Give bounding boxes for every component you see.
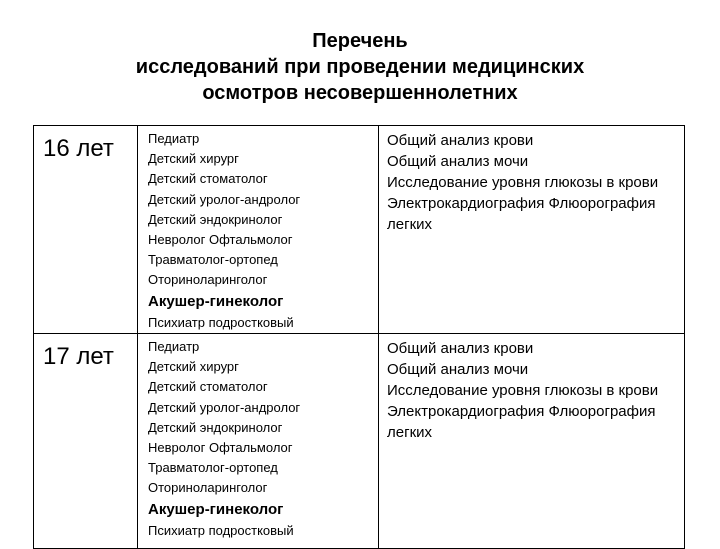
doctor-item: Оториноларинголог [148,272,268,288]
test-item: Исследование уровня глюкозы в крови [387,174,659,191]
test-item: Общий анализ мочи [387,361,529,378]
table-row [34,126,685,334]
doctor-item-highlighted: Акушер-гинеколог [148,292,284,310]
doctors-cell [138,334,379,549]
doctor-item: Детский стоматолог [148,171,268,187]
doctor-item: Детский уролог-андролог [148,191,301,207]
test-item: Общий анализ крови [387,340,534,357]
doctor-item: Травматолог-ортопед [148,252,278,268]
title-line-3: осмотров несовершеннолетних [202,82,518,104]
doctor-item: Психиатр подростковый [148,314,294,330]
doctor-item: Невролог Офтальмолог [148,440,293,456]
tests-cell [379,126,685,334]
tests-cell [379,334,685,549]
title-line-2: исследований при проведении медицинских [135,56,585,78]
test-item: Электрокардиография Флюорография легких [387,403,656,441]
doctor-item-highlighted: Акушер-гинеколог [148,500,284,518]
age-label: 16 лет [43,135,114,162]
test-item: Электрокардиография Флюорография легких [387,195,656,233]
doctor-item: Невролог Офтальмолог [148,232,293,248]
doctor-item: Травматолог-ортопед [148,460,278,476]
doctor-item: Педиатр [148,131,200,146]
title-line-1: Перечень [312,30,408,52]
age-label: 17 лет [43,343,114,370]
doctor-item: Детский стоматолог [148,379,268,395]
doctor-item: Психиатр подростковый [148,522,294,538]
test-item: Общий анализ мочи [387,153,529,170]
doctor-item: Детский хирург [148,151,239,167]
doctor-item: Педиатр [148,339,200,354]
test-item: Общий анализ крови [387,132,534,149]
age-cell [34,334,138,549]
doctors-cell [138,126,379,334]
test-item: Исследование уровня глюкозы в крови [387,382,659,399]
table-row [34,334,685,549]
age-cell [34,126,138,334]
exam-table [33,125,685,549]
doctor-item: Оториноларинголог [148,480,268,496]
doctor-item: Детский эндокринолог [148,211,283,227]
doctor-item: Детский уролог-андролог [148,399,301,415]
doctor-item: Детский хирург [148,359,239,375]
page-title [0,28,720,106]
doctor-item: Детский эндокринолог [148,419,283,435]
